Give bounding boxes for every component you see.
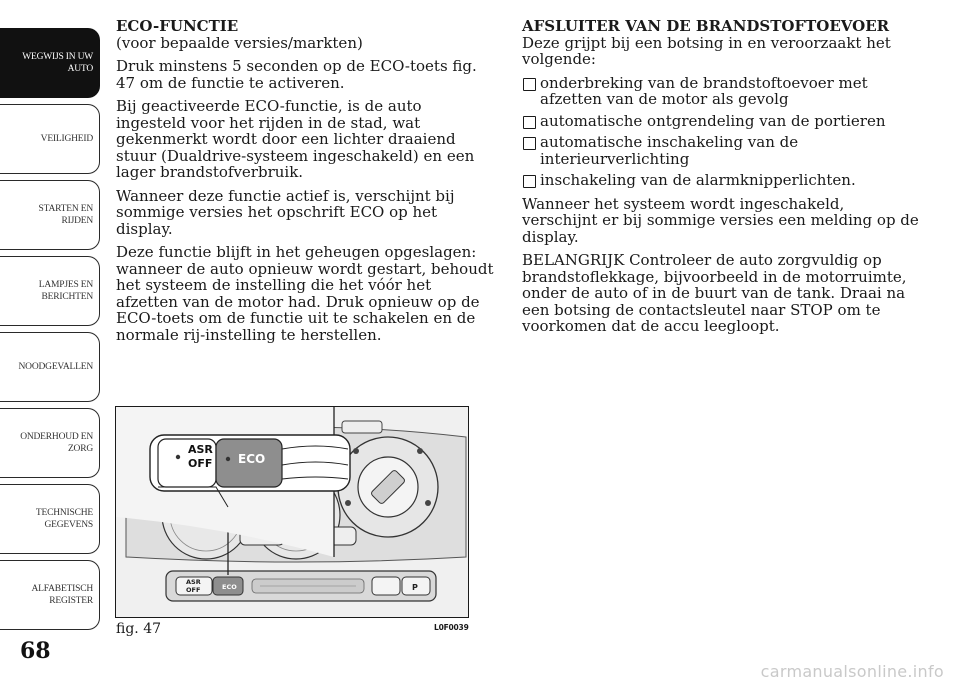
eco-paragraph: Druk minstens 5 seconden op de ECO-toets fig. 47 om de functie te activeren. [116, 57, 477, 92]
small-off-label: OFF [186, 586, 201, 594]
dashboard-controls-drawing [116, 407, 469, 618]
fuel-cutoff-list [522, 75, 922, 189]
fuel-cutoff-intro: Deze grijpt bij een botsing in en veroorzaakt het volgende: [522, 33, 891, 68]
watermark: carmanualsonline.info [760, 662, 944, 681]
important-note: BELANGRIJK Controleer de auto zorgvuldig op brandstoflekkage, bijvoorbeeld in de motorruimte, onder de auto of in de buurt van de tank. Draai na een botsing de contactsleutel naar STOP om te voorkomen dat de accu leegloopt. [522, 251, 907, 335]
eco-subheading: (voor bepaalde versies/markten) [116, 33, 363, 52]
eco-paragraph: Wanneer deze functie actief is, verschijnt bij sommige versies het opschrift ECO op het display. [116, 186, 455, 238]
list-item: automatische ontgrendeling van de portieren [522, 113, 922, 130]
fuel-cutoff-section [522, 18, 922, 342]
eco-label: ECO [238, 452, 266, 466]
eco-heading: ECO-FUNCTIE [116, 17, 239, 35]
eco-function-section [116, 18, 496, 350]
off-label: OFF [188, 457, 213, 470]
tab-onderhoud-en-zorg[interactable]: ONDERHOUD EN ZORG [0, 408, 100, 478]
small-eco-label: ECO [222, 583, 237, 591]
asr-label: ASR [188, 443, 213, 456]
figure-code: L0F0039 [434, 623, 469, 632]
eco-paragraph: Bij geactiveerde ECO-functie, is de auto ingesteld voor het rijden in de stad, wat gekenmerkt wordt door een lichter draaiend stuur (Dualdrive-systeem ingeschakeld) en een lager brandstofverbruik. [116, 97, 475, 181]
tab-alfabetisch-register[interactable]: ALFABETISCH REGISTER [0, 560, 100, 630]
list-item: onderbreking van de brandstoftoevoer met afzetten van de motor als gevolg [522, 75, 922, 108]
page-number: 68 [20, 638, 51, 664]
figure-caption: fig. 47 [116, 621, 162, 637]
eco-paragraph: Deze functie blijft in het geheugen opgeslagen: wanneer de auto opnieuw wordt gestart, behoudt het systeem de instelling die het vóór het afzetten van de motor had. Druk opnieuw op de ECO-toets om de functie uit te schakelen en de normale rij-instelling te herstellen. [116, 243, 494, 344]
tab-noodgevallen[interactable]: NOODGEVALLEN [0, 332, 100, 402]
figure-47-illustration [115, 406, 469, 618]
park-assist-label: P [412, 583, 418, 592]
fuel-cutoff-paragraph: Wanneer het systeem wordt ingeschakeld, verschijnt er bij sommige versies een melding op de display. [522, 194, 919, 246]
tab-starten-en-rijden[interactable]: STARTEN EN RIJDEN [0, 180, 100, 250]
list-item: automatische inschakeling van de interieurverlichting [522, 134, 922, 167]
small-asr-label: ASR [186, 578, 201, 586]
fuel-cutoff-heading: AFSLUITER VAN DE BRANDSTOFTOEVOER [522, 17, 890, 35]
tab-lampjes-en-berichten[interactable]: LAMPJES EN BERICHTEN [0, 256, 100, 326]
list-item: inschakeling van de alarmknipperlichten. [522, 172, 922, 189]
tab-veiligheid[interactable]: VEILIGHEID [0, 104, 100, 174]
tab-technische-gegevens[interactable]: TECHNISCHE GEGEVENS [0, 484, 100, 554]
tab-wegwijs-in-uw-auto[interactable]: WEGWIJS IN UW AUTO [0, 28, 100, 98]
